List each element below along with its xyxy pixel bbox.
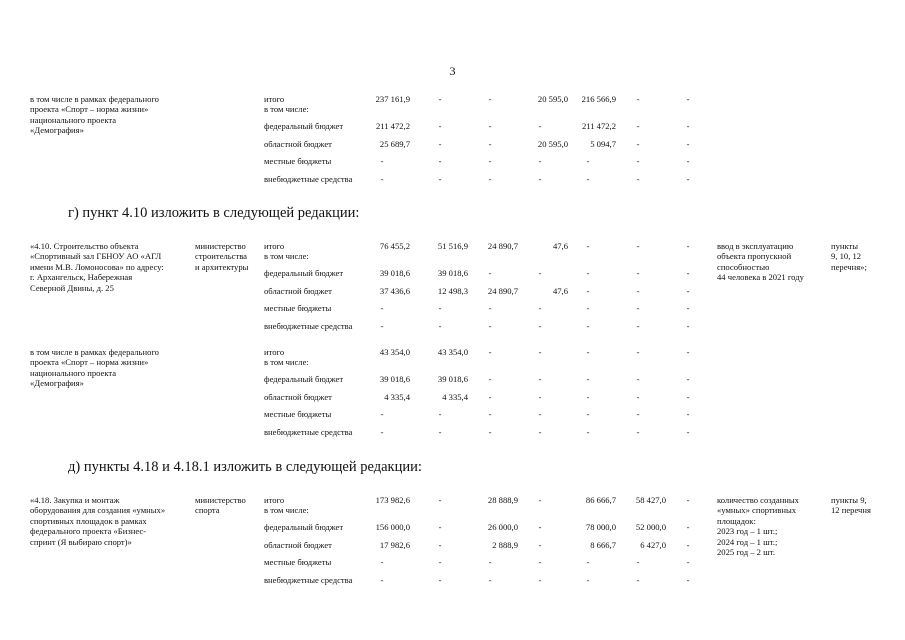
amount-cell: 4 335,4 (442, 392, 468, 402)
text-line: площадок: (717, 515, 756, 526)
page-number: 3 (449, 64, 456, 78)
amount-cell: - (438, 540, 442, 550)
amount-cell: 12 498,3 (437, 286, 468, 296)
amount-cell: 8 666,7 (590, 540, 616, 550)
amount-cell: - (438, 174, 442, 184)
amount-cell: - (686, 303, 690, 313)
text-line: 9, 10, 12 (831, 251, 862, 262)
amount-cell: - (538, 495, 542, 505)
text-line: объекта пропускной (717, 251, 792, 262)
amount-cell: - (636, 427, 640, 437)
table-row (0, 427, 905, 445)
amount-cell: - (686, 94, 690, 104)
amount-cell: - (686, 139, 690, 149)
amount-cell: - (686, 374, 690, 384)
amount-cell: 39 018,6 (379, 374, 410, 384)
amount-cell: - (636, 321, 640, 331)
text-line: министерство (195, 241, 246, 251)
text-line: итого (264, 495, 285, 505)
amount-cell: - (438, 409, 442, 419)
amount-cell: - (636, 374, 640, 384)
amount-cell: - (586, 286, 590, 296)
amount-cell: - (636, 139, 640, 149)
text-line: спринт (Я выбираю спорт)» (30, 536, 132, 547)
amount-cell: - (488, 94, 492, 104)
amount-cell: 24 890,7 (487, 286, 518, 296)
text-line: 2024 год – 1 шт.; (717, 536, 778, 547)
text-line: Северной Двины, д. 25 (30, 282, 114, 293)
amount-cell: - (538, 303, 542, 313)
amount-cell: - (488, 347, 492, 357)
text-line: итого (264, 347, 285, 357)
amount-cell: - (636, 174, 640, 184)
amount-cell: 78 000,0 (585, 522, 616, 532)
amount-cell: - (586, 427, 590, 437)
amount-cell: 37 436,6 (379, 286, 410, 296)
text-line: областной бюджет (264, 286, 332, 296)
amount-cell: - (538, 121, 542, 131)
amount-cell: - (686, 347, 690, 357)
amount-cell: - (538, 575, 542, 585)
amount-cell: - (636, 286, 640, 296)
text-line: в том числе: (264, 251, 309, 262)
amount-cell: 237 161,9 (375, 94, 410, 104)
text-line: местные бюджеты (264, 557, 332, 567)
amount-cell: 2 888,9 (492, 540, 518, 550)
amount-cell: 5 094,7 (590, 139, 616, 149)
amount-cell: - (586, 241, 590, 251)
funding-source-label (264, 121, 343, 131)
funding-source-label (264, 409, 331, 419)
text-line: местные бюджеты (264, 409, 332, 419)
amount-cell: - (438, 321, 442, 331)
table-row (0, 303, 905, 321)
amount-cell: - (538, 156, 542, 166)
amount-cell: - (686, 268, 690, 278)
table-row (0, 286, 905, 304)
amount-cell: 47,6 (552, 286, 568, 296)
amount-cell: 20 595,0 (537, 94, 568, 104)
funding-source-label (264, 174, 352, 184)
text-line: федерального проекта «Бизнес- (30, 526, 147, 537)
funding-source-label (264, 156, 331, 166)
amount-cell: 51 516,9 (437, 241, 468, 251)
funding-source-label (264, 286, 332, 296)
amount-cell: - (538, 268, 542, 278)
text-line: итого (264, 241, 285, 251)
amount-cell: 4 335,4 (384, 392, 410, 402)
amount-cell: 39 018,6 (437, 374, 468, 384)
amount-cell: - (488, 392, 492, 402)
funding-source-label (264, 321, 352, 331)
text-line: министерство (195, 495, 246, 505)
funding-source-label (264, 139, 332, 149)
text-line: национального проекта (30, 114, 117, 125)
amount-cell: 43 354,0 (379, 347, 410, 357)
amount-cell: 17 982,6 (379, 540, 410, 550)
amount-cell: - (686, 557, 690, 567)
text-line: итого (264, 94, 285, 104)
amount-cell: - (686, 174, 690, 184)
amount-cell: 58 427,0 (635, 495, 666, 505)
funding-source-label (264, 522, 343, 532)
amount-cell: - (488, 268, 492, 278)
indicator-links (831, 241, 867, 272)
heading-item-4-10: г) пункт 4.10 изложить в следующей редакции: (68, 205, 360, 221)
amount-cell: - (586, 347, 590, 357)
text-line: «умных» спортивных (717, 505, 797, 516)
funding-source-label (264, 241, 309, 262)
amount-cell: - (686, 156, 690, 166)
text-line: пункты (831, 241, 859, 251)
text-line: строительства (195, 251, 247, 262)
amount-cell: 28 888,9 (487, 495, 518, 505)
text-line: «Демография» (30, 125, 84, 136)
amount-cell: 47,6 (552, 241, 568, 251)
amount-cell: - (636, 156, 640, 166)
amount-cell: - (380, 174, 384, 184)
amount-cell: - (438, 522, 442, 532)
amount-cell: - (636, 575, 640, 585)
amount-cell: - (636, 121, 640, 131)
amount-cell: 173 982,6 (375, 495, 410, 505)
table-row (0, 575, 905, 593)
amount-cell: - (438, 94, 442, 104)
funding-source-label (264, 557, 331, 567)
text-line: внебюджетные средства (264, 427, 353, 437)
text-line: оборудования для создания «умных» (30, 505, 166, 516)
text-line: федеральный бюджет (264, 522, 344, 532)
amount-cell: 43 354,0 (437, 347, 468, 357)
text-line: г. Архангельск, Набережная (30, 272, 133, 283)
text-line: имени М.В. Ломоносова» по адресу: (30, 261, 164, 272)
amount-cell: 156 000,0 (375, 522, 410, 532)
amount-cell: - (488, 321, 492, 331)
amount-cell: 52 000,0 (635, 522, 666, 532)
amount-cell: - (380, 156, 384, 166)
amount-cell: 86 666,7 (585, 495, 616, 505)
amount-cell: 26 000,0 (487, 522, 518, 532)
amount-cell: - (538, 174, 542, 184)
amount-cell: - (438, 495, 442, 505)
text-line: 2023 год – 1 шт.; (717, 526, 778, 537)
amount-cell: - (686, 495, 690, 505)
amount-cell: - (686, 241, 690, 251)
table-row (0, 321, 905, 339)
text-line: местные бюджеты (264, 156, 332, 166)
amount-cell: 24 890,7 (487, 241, 518, 251)
text-line: местные бюджеты (264, 303, 332, 313)
text-line: количество созданных (717, 495, 799, 505)
amount-cell: 211 472,2 (581, 121, 616, 131)
amount-cell: - (438, 575, 442, 585)
text-line: проекта «Спорт – норма жизни» (30, 357, 149, 368)
table-row (0, 156, 905, 174)
text-line: национального проекта (30, 367, 117, 378)
indicator-links (831, 495, 871, 516)
text-line: внебюджетные средства (264, 174, 353, 184)
text-line: в том числе в рамках федерального (30, 94, 159, 104)
amount-cell: - (686, 121, 690, 131)
funding-source-label (264, 374, 343, 384)
amount-cell: - (538, 540, 542, 550)
amount-cell: - (538, 321, 542, 331)
amount-cell: - (586, 268, 590, 278)
amount-cell: - (636, 347, 640, 357)
amount-cell: - (586, 156, 590, 166)
amount-cell: - (380, 557, 384, 567)
amount-cell: - (438, 121, 442, 131)
amount-cell: - (438, 557, 442, 567)
funding-source-label (264, 347, 309, 368)
amount-cell: - (586, 303, 590, 313)
table-row (0, 174, 905, 192)
amount-cell: - (636, 557, 640, 567)
amount-cell: - (686, 321, 690, 331)
amount-cell: 6 427,0 (640, 540, 666, 550)
amount-cell: 25 689,7 (379, 139, 410, 149)
amount-cell: - (686, 540, 690, 550)
amount-cell: - (380, 575, 384, 585)
amount-cell: - (538, 347, 542, 357)
table-row (0, 139, 905, 157)
amount-cell: - (686, 522, 690, 532)
amount-cell: - (586, 321, 590, 331)
amount-cell: - (488, 427, 492, 437)
amount-cell: - (636, 392, 640, 402)
amount-cell: 76 455,2 (379, 241, 410, 251)
table-row (0, 374, 905, 392)
expected-result (717, 241, 804, 283)
amount-cell: - (586, 174, 590, 184)
text-line: в том числе: (264, 104, 309, 115)
expected-result (717, 495, 799, 557)
amount-cell: - (636, 268, 640, 278)
amount-cell: - (488, 139, 492, 149)
text-line: пункты 9, (831, 495, 867, 505)
amount-cell: - (380, 321, 384, 331)
amount-cell: - (438, 427, 442, 437)
amount-cell: - (586, 575, 590, 585)
amount-cell: - (636, 241, 640, 251)
text-line: спортивных площадок в рамках (30, 515, 147, 526)
amount-cell: - (488, 575, 492, 585)
amount-cell: - (538, 409, 542, 419)
amount-cell: - (538, 427, 542, 437)
text-line: «Демография» (30, 378, 84, 389)
amount-cell: - (488, 374, 492, 384)
text-line: федеральный бюджет (264, 268, 344, 278)
funding-source-label (264, 303, 331, 313)
table-row (0, 121, 905, 139)
amount-cell: - (488, 156, 492, 166)
funding-source-label (264, 495, 309, 516)
amount-cell: - (586, 557, 590, 567)
amount-cell: - (538, 557, 542, 567)
heading-items-4-18: д) пункты 4.18 и 4.18.1 изложить в следующей редакции: (68, 459, 422, 475)
text-line: «Спортивный зал ГБНОУ АО «АГЛ (30, 251, 162, 262)
text-line: внебюджетные средства (264, 575, 353, 585)
amount-cell: - (438, 303, 442, 313)
text-line: 44 человека в 2021 году (717, 272, 804, 283)
text-line: областной бюджет (264, 392, 332, 402)
amount-cell: - (686, 392, 690, 402)
amount-cell: - (686, 427, 690, 437)
amount-cell: - (380, 303, 384, 313)
amount-cell: - (380, 427, 384, 437)
amount-cell: - (488, 409, 492, 419)
funding-source-label (264, 427, 352, 437)
text-line: способностью (717, 261, 770, 272)
text-line: «4.10. Строительство объекта (30, 241, 139, 251)
text-line: федеральный бюджет (264, 121, 344, 131)
amount-cell: 216 566,9 (581, 94, 616, 104)
amount-cell: 39 018,6 (379, 268, 410, 278)
amount-cell: - (538, 374, 542, 384)
text-line: в том числе: (264, 505, 309, 516)
text-line: перечня»; (831, 261, 867, 272)
amount-cell: - (586, 409, 590, 419)
amount-cell: - (636, 409, 640, 419)
text-line: «4.18. Закупка и монтаж (30, 495, 120, 505)
amount-cell: - (488, 557, 492, 567)
table-row (0, 347, 905, 368)
text-line: в том числе: (264, 357, 309, 368)
amount-cell: - (438, 139, 442, 149)
table-row (0, 557, 905, 575)
amount-cell: - (636, 94, 640, 104)
amount-cell: 20 595,0 (537, 139, 568, 149)
text-line: в том числе в рамках федерального (30, 347, 159, 357)
amount-cell: - (636, 303, 640, 313)
amount-cell: 39 018,6 (437, 268, 468, 278)
amount-cell: - (488, 303, 492, 313)
amount-cell: - (538, 522, 542, 532)
amount-cell: - (686, 575, 690, 585)
table-row (0, 94, 905, 115)
amount-cell: - (586, 392, 590, 402)
text-line: ввод в эксплуатацию (717, 241, 794, 251)
text-line: и архитектуры (195, 261, 249, 272)
text-line: спорта (195, 505, 220, 516)
text-line: проекта «Спорт – норма жизни» (30, 104, 149, 115)
text-line: федеральный бюджет (264, 374, 344, 384)
text-line: областной бюджет (264, 139, 332, 149)
amount-cell: - (488, 121, 492, 131)
amount-cell: 211 472,2 (375, 121, 410, 131)
funding-source-label (264, 575, 352, 585)
text-line: областной бюджет (264, 540, 332, 550)
amount-cell: - (586, 374, 590, 384)
amount-cell: - (488, 174, 492, 184)
funding-source-label (264, 392, 332, 402)
table-row (0, 392, 905, 410)
funding-source-label (264, 268, 343, 278)
amount-cell: - (538, 392, 542, 402)
funding-source-label (264, 94, 309, 115)
amount-cell: - (438, 156, 442, 166)
funding-source-label (264, 540, 332, 550)
amount-cell: - (686, 409, 690, 419)
table-row (0, 409, 905, 427)
text-line: 2025 год – 2 шт. (717, 547, 775, 558)
amount-cell: - (380, 409, 384, 419)
text-line: 12 перечня (831, 505, 871, 516)
text-line: внебюджетные средства (264, 321, 353, 331)
amount-cell: - (686, 286, 690, 296)
